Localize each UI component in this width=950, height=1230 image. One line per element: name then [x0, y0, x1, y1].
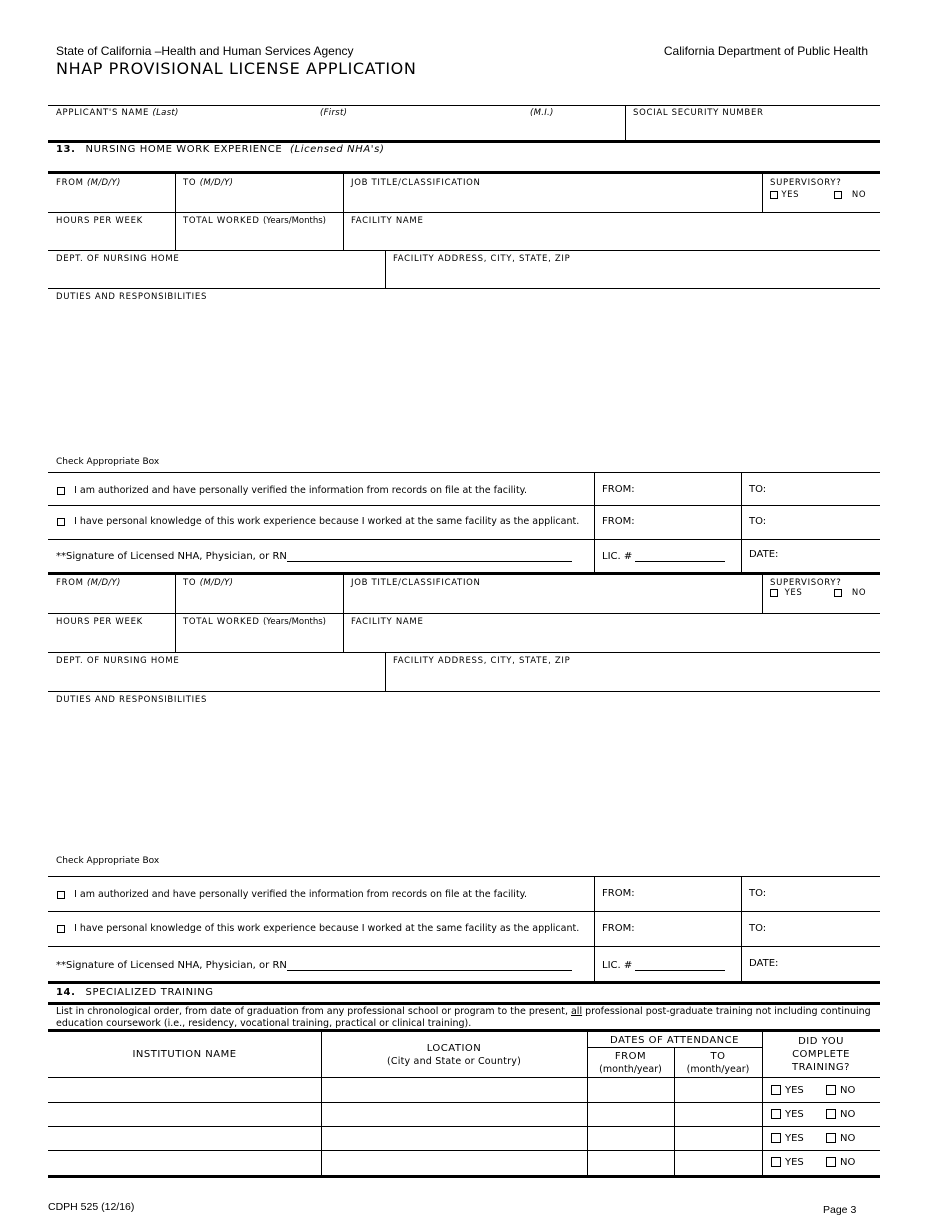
completed-no[interactable]: NO — [826, 1133, 855, 1144]
authorized-option[interactable]: I am authorized and have personally verified the information from records on file at the facility. — [57, 485, 527, 496]
completed-yes[interactable]: YES — [771, 1157, 804, 1168]
to-label: TO (M/D/Y) — [183, 578, 234, 588]
signature-line[interactable]: **Signature of Licensed NHA, Physician, or RN — [56, 958, 572, 971]
from-field: FROM: — [602, 888, 635, 899]
date-field: DATE: — [749, 549, 779, 560]
hours-label: HOURS PER WEEK — [56, 216, 143, 226]
section-13-title: 13. NURSING HOME WORK EXPERIENCE (Licensed NHA's) — [56, 144, 385, 155]
lic-field[interactable]: LIC. # — [602, 958, 725, 971]
from-field: FROM: — [602, 484, 635, 495]
to-field: TO: — [749, 888, 767, 899]
checkbox-icon[interactable] — [834, 589, 842, 597]
total-worked-label: TOTAL WORKED (Years/Months) — [183, 216, 326, 226]
mi-label: (M.I.) — [530, 108, 554, 118]
from-field: FROM: — [602, 516, 635, 527]
job-title-label: JOB TITLE/CLASSIFICATION — [351, 578, 481, 588]
supervisory-no[interactable]: NO — [834, 588, 866, 598]
first-name-label: (First) — [320, 108, 348, 118]
lic-field[interactable]: LIC. # — [602, 549, 725, 562]
job-title-label: JOB TITLE/CLASSIFICATION — [351, 178, 481, 188]
completed-yes[interactable]: YES — [771, 1085, 804, 1096]
facility-address-label: FACILITY ADDRESS, CITY, STATE, ZIP — [393, 254, 571, 264]
facility-name-label: FACILITY NAME — [351, 216, 424, 226]
supervisory-no[interactable]: NO — [834, 190, 866, 200]
supervisory-label: SUPERVISORY? — [770, 578, 842, 588]
facility-address-label: FACILITY ADDRESS, CITY, STATE, ZIP — [393, 656, 571, 666]
duties-label: DUTIES AND RESPONSIBILITIES — [56, 695, 208, 705]
completed-no[interactable]: NO — [826, 1085, 855, 1096]
training-instructions: List in chronological order, from date of graduation from any professional school or program to the present, all professional post-graduate training not including continuing education coursework (i.e., residency, vocational training, practical or clinical training). — [56, 1006, 871, 1029]
checkbox-icon[interactable] — [826, 1133, 836, 1143]
col-location: LOCATION (City and State or Country) — [387, 1043, 521, 1067]
completed-yes[interactable]: YES — [771, 1133, 804, 1144]
to-field: TO: — [749, 923, 767, 934]
col-to: TO (month/year) — [686, 1051, 750, 1075]
checkbox-icon[interactable] — [834, 191, 842, 199]
check-box-label: Check Appropriate Box — [56, 856, 160, 866]
agency-name: State of California –Health and Human Services Agency — [56, 44, 354, 58]
page-number: Page 3 — [823, 1204, 857, 1216]
facility-name-label: FACILITY NAME — [351, 617, 424, 627]
authorized-option[interactable]: I am authorized and have personally verified the information from records on file at the facility. — [57, 889, 527, 900]
from-label: FROM (M/D/Y) — [56, 178, 121, 188]
col-complete: DID YOU COMPLETE TRAINING? — [792, 1036, 850, 1073]
total-worked-label: TOTAL WORKED (Years/Months) — [183, 617, 326, 627]
checkbox-icon[interactable] — [826, 1157, 836, 1167]
checkbox-icon[interactable] — [57, 487, 65, 495]
checkbox-icon[interactable] — [770, 589, 778, 597]
knowledge-option[interactable]: I have personal knowledge of this work experience because I worked at the same facility as the applicant. — [57, 516, 579, 527]
completed-yes[interactable]: YES — [771, 1109, 804, 1120]
supervisory-yes[interactable]: YES — [770, 588, 802, 598]
col-institution: INSTITUTION NAME — [132, 1049, 237, 1060]
from-label: FROM (M/D/Y) — [56, 578, 121, 588]
signature-line[interactable]: **Signature of Licensed NHA, Physician, or RN — [56, 549, 572, 562]
ssn-label: SOCIAL SECURITY NUMBER — [633, 108, 764, 118]
date-field: DATE: — [749, 958, 779, 969]
completed-no[interactable]: NO — [826, 1109, 855, 1120]
checkbox-icon[interactable] — [57, 925, 65, 933]
checkbox-icon[interactable] — [826, 1109, 836, 1119]
form-number: CDPH 525 (12/16) — [48, 1201, 135, 1213]
checkbox-icon[interactable] — [771, 1085, 781, 1095]
col-dates: DATES OF ATTENDANCE — [610, 1035, 739, 1046]
section-14-title: 14. SPECIALIZED TRAINING — [56, 987, 214, 998]
checkbox-icon[interactable] — [771, 1133, 781, 1143]
to-field: TO: — [749, 484, 767, 495]
completed-no[interactable]: NO — [826, 1157, 855, 1168]
knowledge-option[interactable]: I have personal knowledge of this work experience because I worked at the same facility as the applicant. — [57, 923, 579, 934]
to-field: TO: — [749, 516, 767, 527]
to-label: TO (M/D/Y) — [183, 178, 234, 188]
check-box-label: Check Appropriate Box — [56, 457, 160, 467]
hours-label: HOURS PER WEEK — [56, 617, 143, 627]
dept-label: DEPT. OF NURSING HOME — [56, 254, 180, 264]
department-name: California Department of Public Health — [663, 44, 868, 58]
applicant-name-label: APPLICANT'S NAME (Last) — [56, 108, 179, 118]
checkbox-icon[interactable] — [771, 1109, 781, 1119]
supervisory-yes[interactable]: YES — [770, 190, 799, 200]
form-title: NHAP PROVISIONAL LICENSE APPLICATION — [56, 59, 417, 78]
col-from: FROM (month/year) — [599, 1051, 662, 1075]
checkbox-icon[interactable] — [826, 1085, 836, 1095]
dept-label: DEPT. OF NURSING HOME — [56, 656, 180, 666]
checkbox-icon[interactable] — [57, 518, 65, 526]
duties-label: DUTIES AND RESPONSIBILITIES — [56, 292, 208, 302]
supervisory-label: SUPERVISORY? — [770, 178, 842, 188]
checkbox-icon[interactable] — [57, 891, 65, 899]
checkbox-icon[interactable] — [771, 1157, 781, 1167]
from-field: FROM: — [602, 923, 635, 934]
checkbox-icon[interactable] — [770, 191, 778, 199]
